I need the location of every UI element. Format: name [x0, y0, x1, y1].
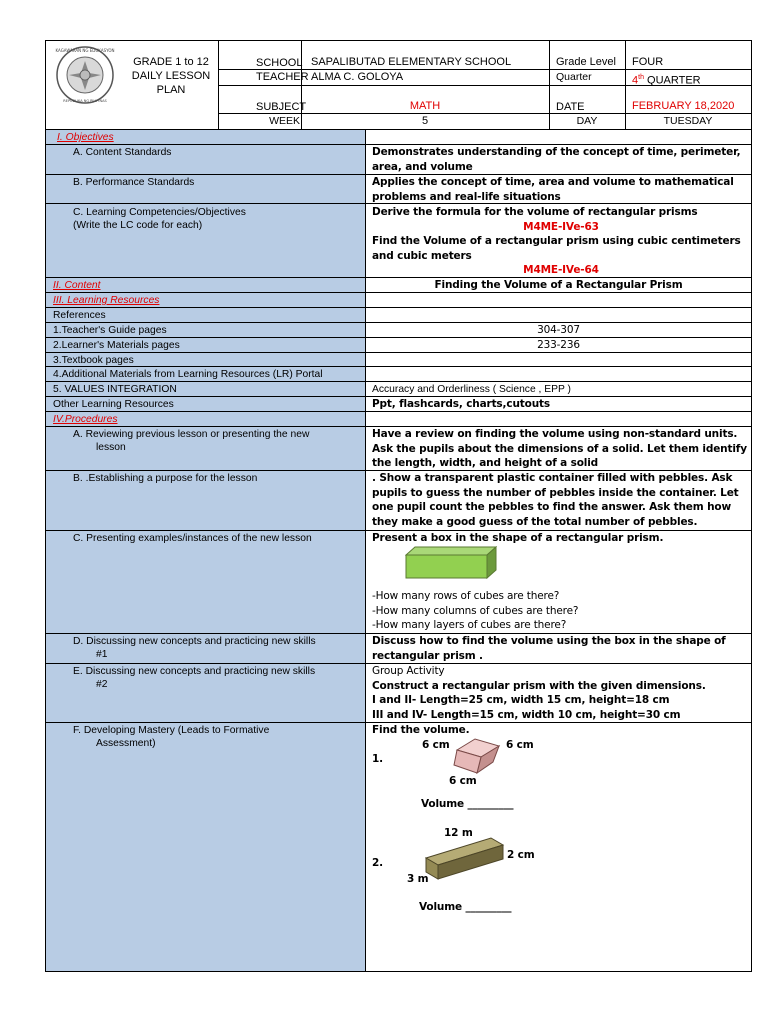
teacher-value: ALMA C. GOLOYA [311, 71, 404, 83]
item-1-dim-b: 6 cm [506, 739, 534, 751]
item-1-volume: Volume _________ [421, 798, 514, 810]
procedure-e-label [73, 665, 315, 691]
school-label: SCHOOL [256, 57, 303, 69]
performance-standards-text [372, 175, 734, 204]
objectives-heading: I. Objectives [57, 132, 114, 143]
procedure-a-line1: Have a review on finding the volume using non-standard units. [372, 428, 738, 440]
procedure-d-line1: Discuss how to find the volume using the box in the shape of [372, 635, 726, 647]
plan-title-line2: DAILY LESSON [131, 70, 211, 82]
frame-bottom [45, 971, 752, 972]
lc-code-1: M4ME-IVe-63 [523, 220, 599, 233]
seal-text: KAGAWARAN NG EDUKASYON [55, 48, 115, 53]
day-label: DAY [576, 115, 598, 127]
quarter-label: Quarter [556, 71, 592, 83]
teachers-guide-pages: 304-307 [537, 324, 580, 336]
lr-portal-label: 4.Additional Materials from Learning Resources (LR) Portal [53, 369, 323, 380]
resources-heading: III. Learning Resources [53, 295, 160, 306]
question-layers: -How many layers of cubes are there? [372, 619, 567, 632]
question-rows: -How many rows of cubes are there? [372, 590, 560, 602]
learners-materials-label: 2.Learner's Materials pages [53, 340, 180, 351]
procedure-b-line2: pupils to guess the number of pebbles inside the container. Let [372, 486, 739, 499]
procedures-heading: IV.Procedures [53, 414, 118, 425]
procedure-a-line2: Ask the pupils about the dimensions of a solid. Let them identify [372, 442, 747, 455]
lc-objective-2-line2: and cubic meters [372, 249, 472, 262]
question-columns: -How many columns of cubes are there? [372, 604, 579, 617]
row-line [45, 381, 752, 382]
procedure-c-text: Present a box in the shape of a rectangular prism. [372, 532, 664, 544]
learning-competencies-text [372, 205, 750, 278]
item-1-number: 1. [372, 753, 383, 765]
body-divider [365, 129, 366, 972]
group-activity-dims-1: I and II- Length=25 cm, width 15 cm, height=18 cm [372, 694, 670, 707]
item-2-volume: Volume _________ [419, 901, 512, 913]
procedure-f-label-line1: F. Developing Mastery (Leads to Formative [73, 725, 270, 736]
procedure-c-questions [372, 589, 578, 633]
content-standards-line1: Demonstrates understanding of the concept of time, perimeter, [372, 146, 741, 158]
learning-competencies-label [73, 206, 246, 232]
plan-title-line1: GRADE 1 to 12 [133, 56, 209, 68]
plan-title-line3: PLAN [156, 84, 186, 96]
group-activity-instruction: Construct a rectangular prism with the given dimensions. [372, 679, 706, 692]
procedure-d-text [372, 634, 726, 663]
group-activity-title: Group Activity [372, 665, 445, 677]
procedure-a-line3: the length, width, and height of a solid [372, 457, 599, 470]
procedure-b-text [372, 471, 739, 529]
procedure-e-label-line1: E. Discussing new concepts and practicing new skills [73, 666, 316, 677]
procedure-f-label-line2: Assessment) [96, 738, 156, 749]
procedure-a-label-line2: lesson [96, 442, 126, 453]
item-2-dim-c: 3 m [407, 873, 429, 885]
textbook-pages-label: 3.Textbook pages [53, 355, 134, 366]
frame-right [751, 40, 752, 972]
grade-level-label: Grade Level [556, 56, 616, 68]
procedure-d-label-line2: #1 [96, 649, 108, 660]
procedure-b-line1: . Show a transparent plastic container filled with pebbles. Ask [372, 472, 733, 484]
quarter-number: 4 [632, 74, 639, 87]
group-activity-dims-2: III and IV- Length=15 cm, width 10 cm, height=30 cm [372, 708, 681, 721]
subject-label: SUBJECT [256, 101, 307, 113]
procedure-f-label [73, 724, 269, 750]
procedure-b-label: B. .Establishing a purpose for the lesson [73, 473, 258, 484]
procedure-a-text [372, 427, 747, 471]
procedure-c-label: C. Presenting examples/instances of the new lesson [73, 533, 312, 544]
deped-seal-icon [55, 45, 115, 105]
item-2-number: 2. [372, 857, 383, 869]
content-standards-line2: area, and volume [372, 160, 473, 173]
quarter-value [632, 71, 701, 88]
lc-code-2: M4ME-IVe-64 [523, 264, 599, 277]
rectangular-prism-2-figure [425, 836, 505, 880]
performance-standards-line1: Applies the concept of time, area and volume to mathematical [372, 176, 734, 188]
lc-label-line2: (Write the LC code for each) [73, 220, 203, 231]
lc-objective-2-line1: Find the Volume of a rectangular prism using cubic centimeters [372, 235, 741, 248]
content-standards-label: A. Content Standards [73, 147, 172, 158]
procedure-b-line4: they make a good guess of the total number of pebbles. [372, 515, 698, 528]
school-value: SAPALIBUTAD ELEMENTARY SCHOOL [311, 56, 512, 68]
day-value: TUESDAY [663, 115, 713, 127]
procedure-d-label-line1: D. Discussing new concepts and practicing new skills [73, 636, 316, 647]
frame-top [45, 40, 752, 41]
lc-label-line1: C. Learning Competencies/Objectives [73, 207, 246, 218]
item-1-dim-c: 6 cm [449, 775, 477, 787]
teachers-guide-label: 1.Teacher's Guide pages [53, 325, 167, 336]
procedure-d-label [73, 635, 316, 661]
other-resources-value: Ppt, flashcards, charts,cutouts [372, 398, 550, 410]
item-1-dim-a: 6 cm [422, 739, 450, 751]
item-2-dim-a: 12 m [444, 827, 473, 839]
values-integration-value: Accuracy and Orderliness ( Science , EPP ) [372, 384, 571, 395]
learners-materials-pages: 233-236 [537, 339, 580, 351]
week-label: WEEK [269, 115, 300, 127]
rectangular-prism-figure [405, 546, 497, 580]
procedure-e-label-line2: #2 [96, 679, 108, 690]
plan-title [124, 55, 218, 97]
cube-figure [453, 738, 501, 774]
quarter-suffix: th [638, 74, 644, 81]
values-integration-label: 5. VALUES INTEGRATION [53, 384, 177, 395]
teacher-label: TEACHER [256, 71, 309, 83]
subject-value: MATH [409, 100, 441, 112]
row-line [45, 366, 752, 367]
find-volume-title: Find the volume. [372, 724, 470, 736]
week-value: 5 [421, 115, 429, 127]
content-standards-text [372, 145, 740, 174]
procedure-a-label [73, 428, 309, 454]
performance-standards-label: B. Performance Standards [73, 177, 195, 188]
quarter-word: QUARTER [643, 74, 701, 87]
lc-objective-1: Derive the formula for the volume of rectangular prisms [372, 206, 698, 218]
procedure-a-label-line1: A. Reviewing previous lesson or presenting the new [73, 429, 310, 440]
references-label: References [53, 310, 106, 321]
content-heading: II. Content [53, 280, 101, 291]
left-column-background [46, 130, 365, 971]
performance-standards-line2: problems and real-life situations [372, 190, 561, 203]
seal-subtext: REPUBLIKA NG PILIPINAS [63, 99, 107, 103]
date-value: FEBRUARY 18,2020 [632, 100, 735, 112]
other-resources-label: Other Learning Resources [53, 399, 174, 410]
row-line [45, 307, 752, 308]
procedure-e-text [372, 664, 706, 722]
content-value: Finding the Volume of a Rectangular Prism [434, 279, 683, 291]
date-label: DATE [556, 101, 585, 113]
procedure-d-line2: rectangular prism . [372, 649, 483, 662]
grade-level-value: FOUR [632, 56, 664, 68]
item-2-dim-b: 2 cm [507, 849, 535, 861]
procedure-b-line3: one pupil count the pebbles to find the answer. Ask them how [372, 501, 732, 514]
